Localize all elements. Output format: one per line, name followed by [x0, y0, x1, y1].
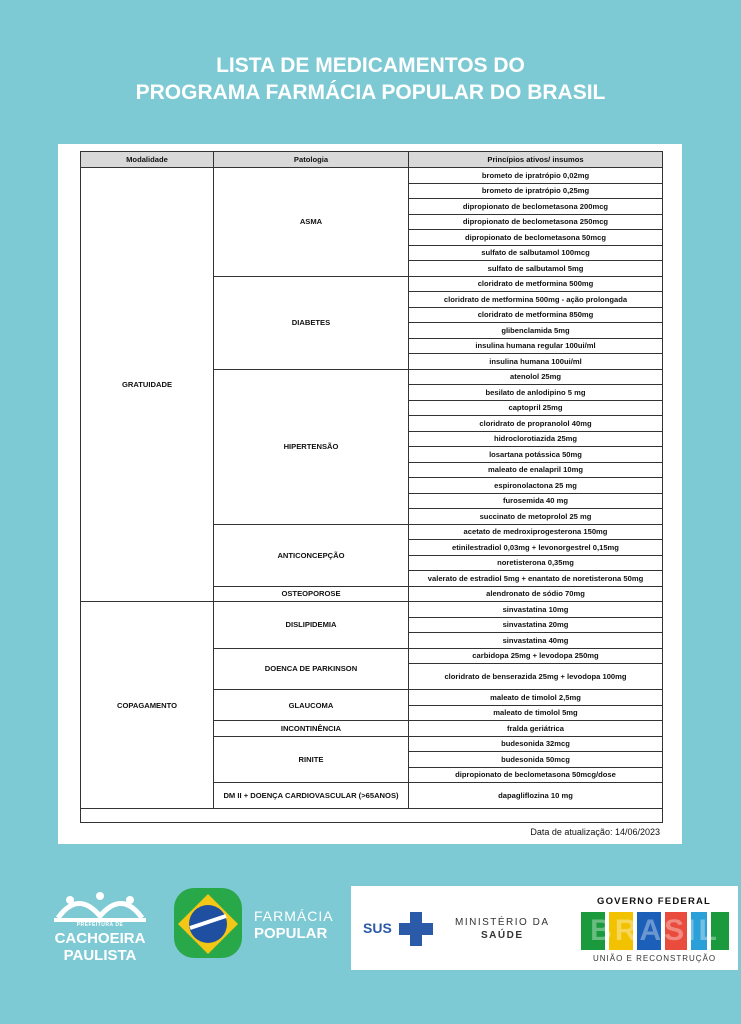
saude-line: SAÚDE [481, 930, 524, 941]
principio-ativo-cell: acetato de medroxiprogesterona 150mg [409, 524, 663, 540]
table-row [81, 602, 663, 618]
principio-ativo-cell: dipropionato de beclometasona 50mcg [409, 230, 663, 246]
principio-ativo-cell: brometo de ipratrópio 0,25mg [409, 183, 663, 199]
principio-ativo-cell: sinvastatina 20mg [409, 617, 663, 633]
principio-ativo-cell: cloridrato de benserazida 25mg + levodopa 100mg [409, 664, 663, 690]
table-header-row [81, 152, 663, 168]
paulista-label: PAULISTA [63, 947, 137, 964]
principio-ativo-cell: dapagliflozina 10 mg [409, 783, 663, 809]
principio-ativo-cell: alendronato de sódio 70mg [409, 586, 663, 602]
farmacia-popular-logo [172, 886, 332, 970]
header-modalidade: Modalidade [81, 152, 214, 168]
table-body [81, 168, 663, 823]
principio-ativo-cell: captopril 25mg [409, 400, 663, 416]
ministerio-da-saude-label [455, 916, 550, 942]
principio-ativo-cell: sinvastatina 10mg [409, 602, 663, 618]
principio-ativo-cell: sinvastatina 40mg [409, 633, 663, 649]
patologia-cell: DIABETES [214, 276, 409, 369]
principio-ativo-cell: cloridrato de metformina 850mg [409, 307, 663, 323]
farmacia-popular-emblem-icon [172, 886, 244, 962]
blank-row [81, 809, 663, 823]
principio-ativo-cell: valerato de estradiol 5mg + enantato de noretisterona 50mg [409, 571, 663, 587]
principio-ativo-cell: dipropionato de beclometasona 200mcg [409, 199, 663, 215]
brasil-wordmark [579, 910, 731, 952]
patologia-cell: DOENCA DE PARKINSON [214, 648, 409, 690]
popular-label: POPULAR [254, 925, 328, 942]
medication-table [80, 151, 663, 823]
principio-ativo-cell: budesonida 32mcg [409, 736, 663, 752]
principio-ativo-cell: losartana potássica 50mg [409, 447, 663, 463]
patologia-cell: DM II + DOENÇA CARDIOVASCULAR (>65ANOS) [214, 783, 409, 809]
ministerio-line: MINISTÉRIO DA [455, 917, 550, 928]
principio-ativo-cell: dipropionato de beclometasona 250mcg [409, 214, 663, 230]
principio-ativo-cell: espironolactona 25 mg [409, 478, 663, 494]
principio-ativo-cell: dipropionato de beclometasona 50mcg/dose [409, 767, 663, 783]
patologia-cell: OSTEOPOROSE [214, 586, 409, 602]
principio-ativo-cell: maleato de timolol 2,5mg [409, 690, 663, 706]
patologia-cell: ASMA [214, 168, 409, 277]
principio-ativo-cell: brometo de ipratrópio 0,02mg [409, 168, 663, 184]
page-title-line-1: LISTA DE MEDICAMENTOS DO [216, 54, 525, 77]
principio-ativo-cell: budesonida 50mcg [409, 752, 663, 768]
principio-ativo-cell: atenolol 25mg [409, 369, 663, 385]
principio-ativo-cell: cloridrato de propranolol 40mg [409, 416, 663, 432]
government-logos-panel [351, 886, 738, 970]
principio-ativo-cell: cloridrato de metformina 500mg - ação prolongada [409, 292, 663, 308]
table-row [81, 168, 663, 184]
patologia-cell: HIPERTENSÃO [214, 369, 409, 524]
principio-ativo-cell: sulfato de salbutamol 5mg [409, 261, 663, 277]
principio-ativo-cell: insulina humana 100ui/ml [409, 354, 663, 370]
principio-ativo-cell: sulfato de salbutamol 100mcg [409, 245, 663, 261]
sus-label: SUS [363, 920, 392, 936]
modalidade-cell: GRATUIDADE [81, 168, 214, 602]
principio-ativo-cell: fralda geriátrica [409, 721, 663, 737]
patologia-cell: ANTICONCEPÇÃO [214, 524, 409, 586]
principio-ativo-cell: insulina humana regular 100ui/ml [409, 338, 663, 354]
uniao-reconstrucao-label: UNIÃO E RECONSTRUÇÃO [593, 954, 717, 963]
principio-ativo-cell: cloridrato de metformina 500mg [409, 276, 663, 292]
patologia-cell: GLAUCOMA [214, 690, 409, 721]
update-date: Data de atualização: 14/06/2023 [530, 827, 660, 837]
patologia-cell: RINITE [214, 736, 409, 783]
principio-ativo-cell: noretisterona 0,35mg [409, 555, 663, 571]
farmacia-label: FARMÁCIA [254, 908, 334, 924]
principio-ativo-cell: glibenclamida 5mg [409, 323, 663, 339]
governo-federal-label: GOVERNO FEDERAL [597, 896, 712, 907]
cachoeira-paulista-logo [48, 886, 152, 970]
principio-ativo-cell: maleato de enalapril 10mg [409, 462, 663, 478]
page-title-line-2: PROGRAMA FARMÁCIA POPULAR DO BRASIL [135, 81, 606, 104]
medication-list-sheet [58, 144, 682, 844]
cachoeira-label: CACHOEIRA [54, 930, 146, 947]
principio-ativo-cell: furosemida 40 mg [409, 493, 663, 509]
header-principios: Princípios ativos/ insumos [409, 152, 663, 168]
principio-ativo-cell: carbidopa 25mg + levodopa 250mg [409, 648, 663, 664]
sus-cross-icon [397, 910, 435, 948]
modalidade-cell: COPAGAMENTO [81, 602, 214, 809]
brasil-label: BRASIL [590, 914, 720, 947]
header-patologia: Patologia [214, 152, 409, 168]
principio-ativo-cell: hidroclorotiazida 25mg [409, 431, 663, 447]
cachoeira-small-label: PREFEITURA DE [76, 922, 124, 928]
cachoeira-arches-icon [48, 886, 152, 926]
principio-ativo-cell: besilato de anlodipino 5 mg [409, 385, 663, 401]
blank-cell [81, 809, 663, 823]
patologia-cell: DISLIPIDEMIA [214, 602, 409, 649]
principio-ativo-cell: etinilestradiol 0,03mg + levonorgestrel 0,15mg [409, 540, 663, 556]
principio-ativo-cell: succinato de metoprolol 25 mg [409, 509, 663, 525]
patologia-cell: INCONTINÊNCIA [214, 721, 409, 737]
principio-ativo-cell: maleato de timolol 5mg [409, 705, 663, 721]
